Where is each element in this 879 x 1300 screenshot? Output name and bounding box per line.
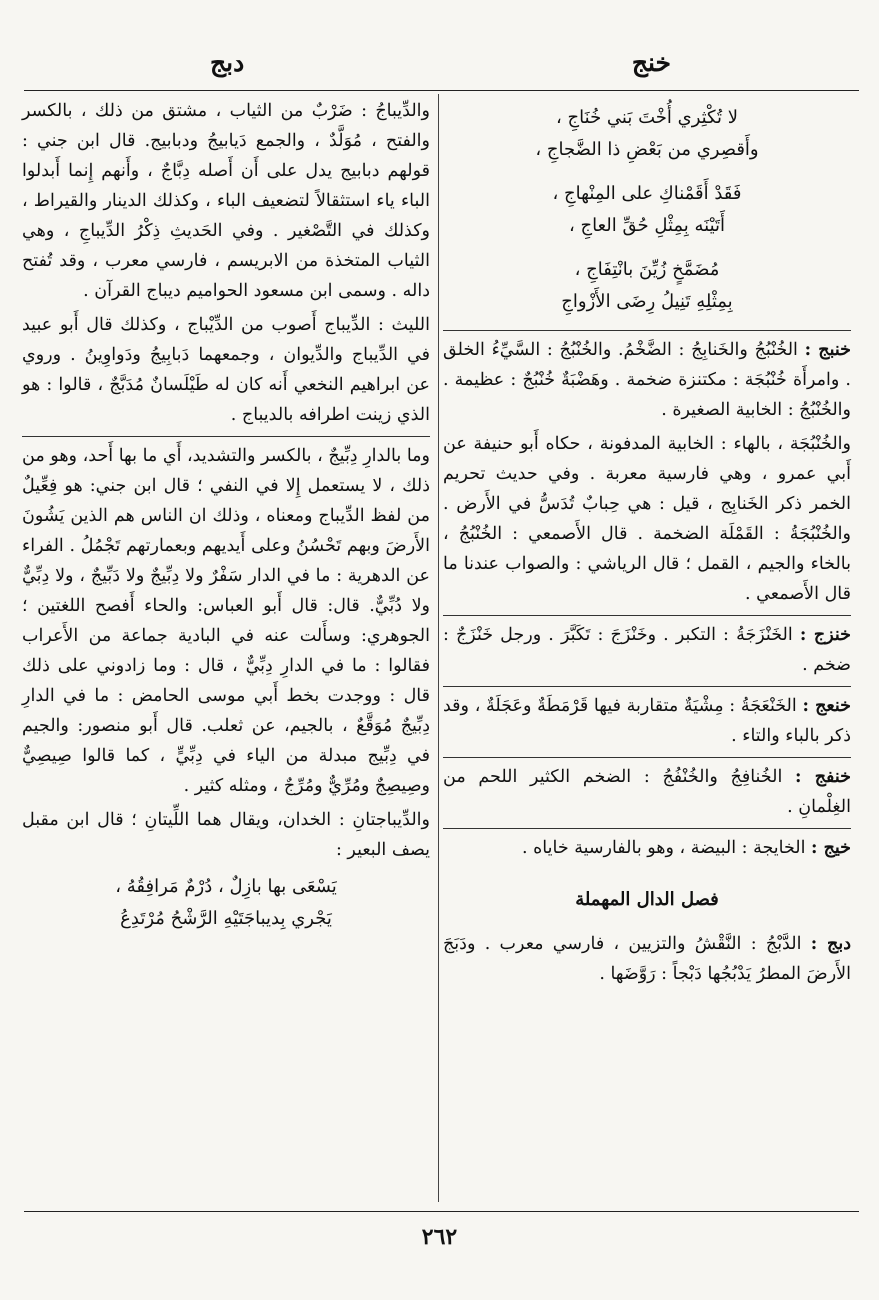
- verse-block: [443, 178, 851, 242]
- dictionary-entry: [443, 615, 851, 680]
- entry-headword: خيج :: [811, 838, 851, 858]
- entry-text: الخَنْزَجَةُ : التكبر . وخَنْزَجَ : تَكَبَّرَ . ورجل خَنْزَجٌ : ضخم .: [443, 625, 851, 675]
- paragraph: والدِّيباجُ : ضَرْبٌ من الثياب ، مشتق من ذلك ، بالكسر والفتح ، مُوَلَّدٌ ، والجمع دَيابيجُ ودبابيج. قال ابن جني : قولهم دبابيج يدل على أَن أَصله دِبَّاجٌ ، وأَنهم إِنما أَبدلوا الباء ياء استثقالاً لتضعيف الباء ، وكذلك الدينار والقيراط ، وكذلك في التَّصْغير . وفي الحَديثِ ذِكْرُ الدِّيباجِ ، وهي الثياب المتخذة من الابريسم ، فارسي معرب ، وقد تُفتح داله . وسمى ابن مسعود الحواميم ديباج القرآن .: [22, 101, 430, 301]
- right-column: [443, 96, 851, 993]
- dictionary-entry: [443, 686, 851, 751]
- entry-headword: خنبج :: [804, 340, 851, 360]
- verse-line: لا تُكْثِري أُخْتَ بَني خُنَاجِ ،: [556, 107, 738, 128]
- column-divider: [438, 94, 439, 1202]
- page-number: ٢٦٢: [421, 1224, 458, 1250]
- verse-line: وأَقصِري من بَعْضِ ذا الضَّجاجِ ،: [535, 139, 759, 160]
- verse-block: [22, 871, 430, 935]
- paragraph: الليث : الدِّيباج أَصوب من الدِّيْباج ، وكذلك قال أَبو عبيد في الدِّيباج والدِّيوان ، وجمعهما دَبابِيجُ ودَواوِينُ . وروي عن ابراهيم النخعي أَنه كان له طَيْلَسانٌ مُدَبَّجٌ ، قالوا : هو الذي زينت اطرافه بالديباج .: [22, 315, 430, 425]
- verse-line: فَقَدْ أَقَمْناكِ على المِنْهاجِ ،: [552, 183, 742, 204]
- verse-line: يَسْعَى بها بازِلٌ ، دُرْمٌ مَرافِقُهُ ،: [115, 876, 337, 897]
- running-header-right: خنج: [631, 48, 671, 77]
- entry-headword: خنزج :: [799, 625, 851, 645]
- entry-headword: دبج :: [810, 934, 851, 954]
- entry-text: الخُنْبُجُ والخَنابِجُ : الضَّخْمُ. والخُنْبُجُ : السَّيِّءُ الخلق . وامرأَة خُنْبُجَة : مكتنزة ضخمة . وهَضْبَةٌ خُنْبُجٌ : عظيمة . والخُنْبُجُ : الخابية الصغيرة .: [443, 340, 851, 420]
- verse-line: مُضَمَّخٍ زُيِّنَ بانْتِفَاجِ ،: [574, 259, 720, 280]
- entry-text: الخايجة : البيضة ، وهو بالفارسية خاياه .: [521, 838, 806, 858]
- left-column: [22, 96, 430, 947]
- dictionary-entry: [443, 828, 851, 863]
- paragraph: وما بالدارِ دِبِّيجٌ ، بالكسر والتشديد، أَي ما بها أَحد، وهو من ذلك ، لا يستعمل إِلا في النفي ؛ قال ابن جني: هو فِعِّيلٌ من لفظ الدِّيباج ومعناه ، وذلك ان الناس هم الذين يَشُونَ الأَرضَ وبهم تَحْسُنُ وعلى أَيديهم وبعمارتهم تَجْمُلُ . الفراء عن الدهرية : ما في الدار سَفْرٌ ولا دِبِّيجٌ ولا دَبِّيجٌ ، ولا دِبِّيٌّ ولا دُبِّيٌّ. قال: قال أَبو العباس: والحاء أَفصح اللغتين ؛ الجوهري: وسأَلت عنه في البادية جماعة من الأَعراب فقالوا : ما في الدارِ دِبِّيٌّ ، قال : وما زادوني على ذلك قال : ووجدت بخط أَبي موسى الحامض : ما في الدارِ دِبِّيجٌ مُوَقَّعٌ ، بالجيم، عن ثعلب. قال أَبو منصور: والجيم في دِبِّيج مبدلة من الياء في دِبِّيٍّ ، كما قالوا صِيصِيٌّ وصِيصِجٌ ومُرِّيٌّ ومُرِّجٌ ، ومثله كثير .: [22, 436, 430, 801]
- dictionary-entry: [443, 929, 851, 989]
- header-rule: [24, 90, 859, 91]
- entry-headword: خنفج :: [795, 767, 851, 787]
- entry-continuation: والخُنْبُجَة ، بالهاء : الخابية المدفونة ، حكاه أَبو حنيفة عن أَبي عمرو ، وهي فارسية معربة . وفي حديث تحريم الخمر ذكر الخَنابِج ، قيل : هي حِبابٌ تُدَسُّ في الأَرض . والخُنْبُجَةُ : القَمْلَة الضخمة . قال الأَصمعي : الخُنْبُجُ ، بالخاء والجيم ، القمل ؛ قال الرياشي : والصواب عندنا ما قال الأَصمعي .: [443, 434, 851, 604]
- verse-line: أَتَيْنَه بِمِثْلِ حُقِّ العاجِ ،: [568, 215, 726, 236]
- footer-rule: [24, 1211, 859, 1212]
- entry-text: الدَّبْجُ : النَّقْشُ والتزيين ، فارسي معرب . ودَبَجَ الأَرضَ المطرُ يَدْبُجُها دَبْجاً : رَوَّضَها .: [443, 934, 851, 984]
- verse-line: يَجْري بِديباجَتَيْهِ الرَّشْحُ مُرْتَدِعُ: [120, 908, 332, 929]
- entry-text: الخُنافِجُ والخُنْفُجُ : الضخم الكثير اللحم من الغِلْمانِ .: [443, 767, 851, 817]
- paragraph: والدِّيباجتانِ : الخدان، ويقال هما اللِّيتانِ ؛ قال ابن مقبل يصف البعير :: [22, 810, 430, 860]
- verse-block: [443, 102, 851, 166]
- dictionary-entry: [443, 330, 851, 425]
- entry-headword: خنعج :: [802, 696, 851, 716]
- entry-text: الخَنْعَجَةُ : مِشْيَةٌ متقاربة فيها قَرْمَطَةٌ وعَجَلَةٌ ، وقد ذكر بالباء والتاء .: [443, 696, 851, 746]
- section-title: فصل الدال المهملة: [575, 889, 719, 910]
- running-header-left: دبج: [210, 48, 245, 77]
- verse-line: بِمِثْلِهِ تَنِيلُ رِضَى الأَزْواجِ: [561, 291, 733, 312]
- verse-block: [443, 254, 851, 318]
- dictionary-entry: [443, 757, 851, 822]
